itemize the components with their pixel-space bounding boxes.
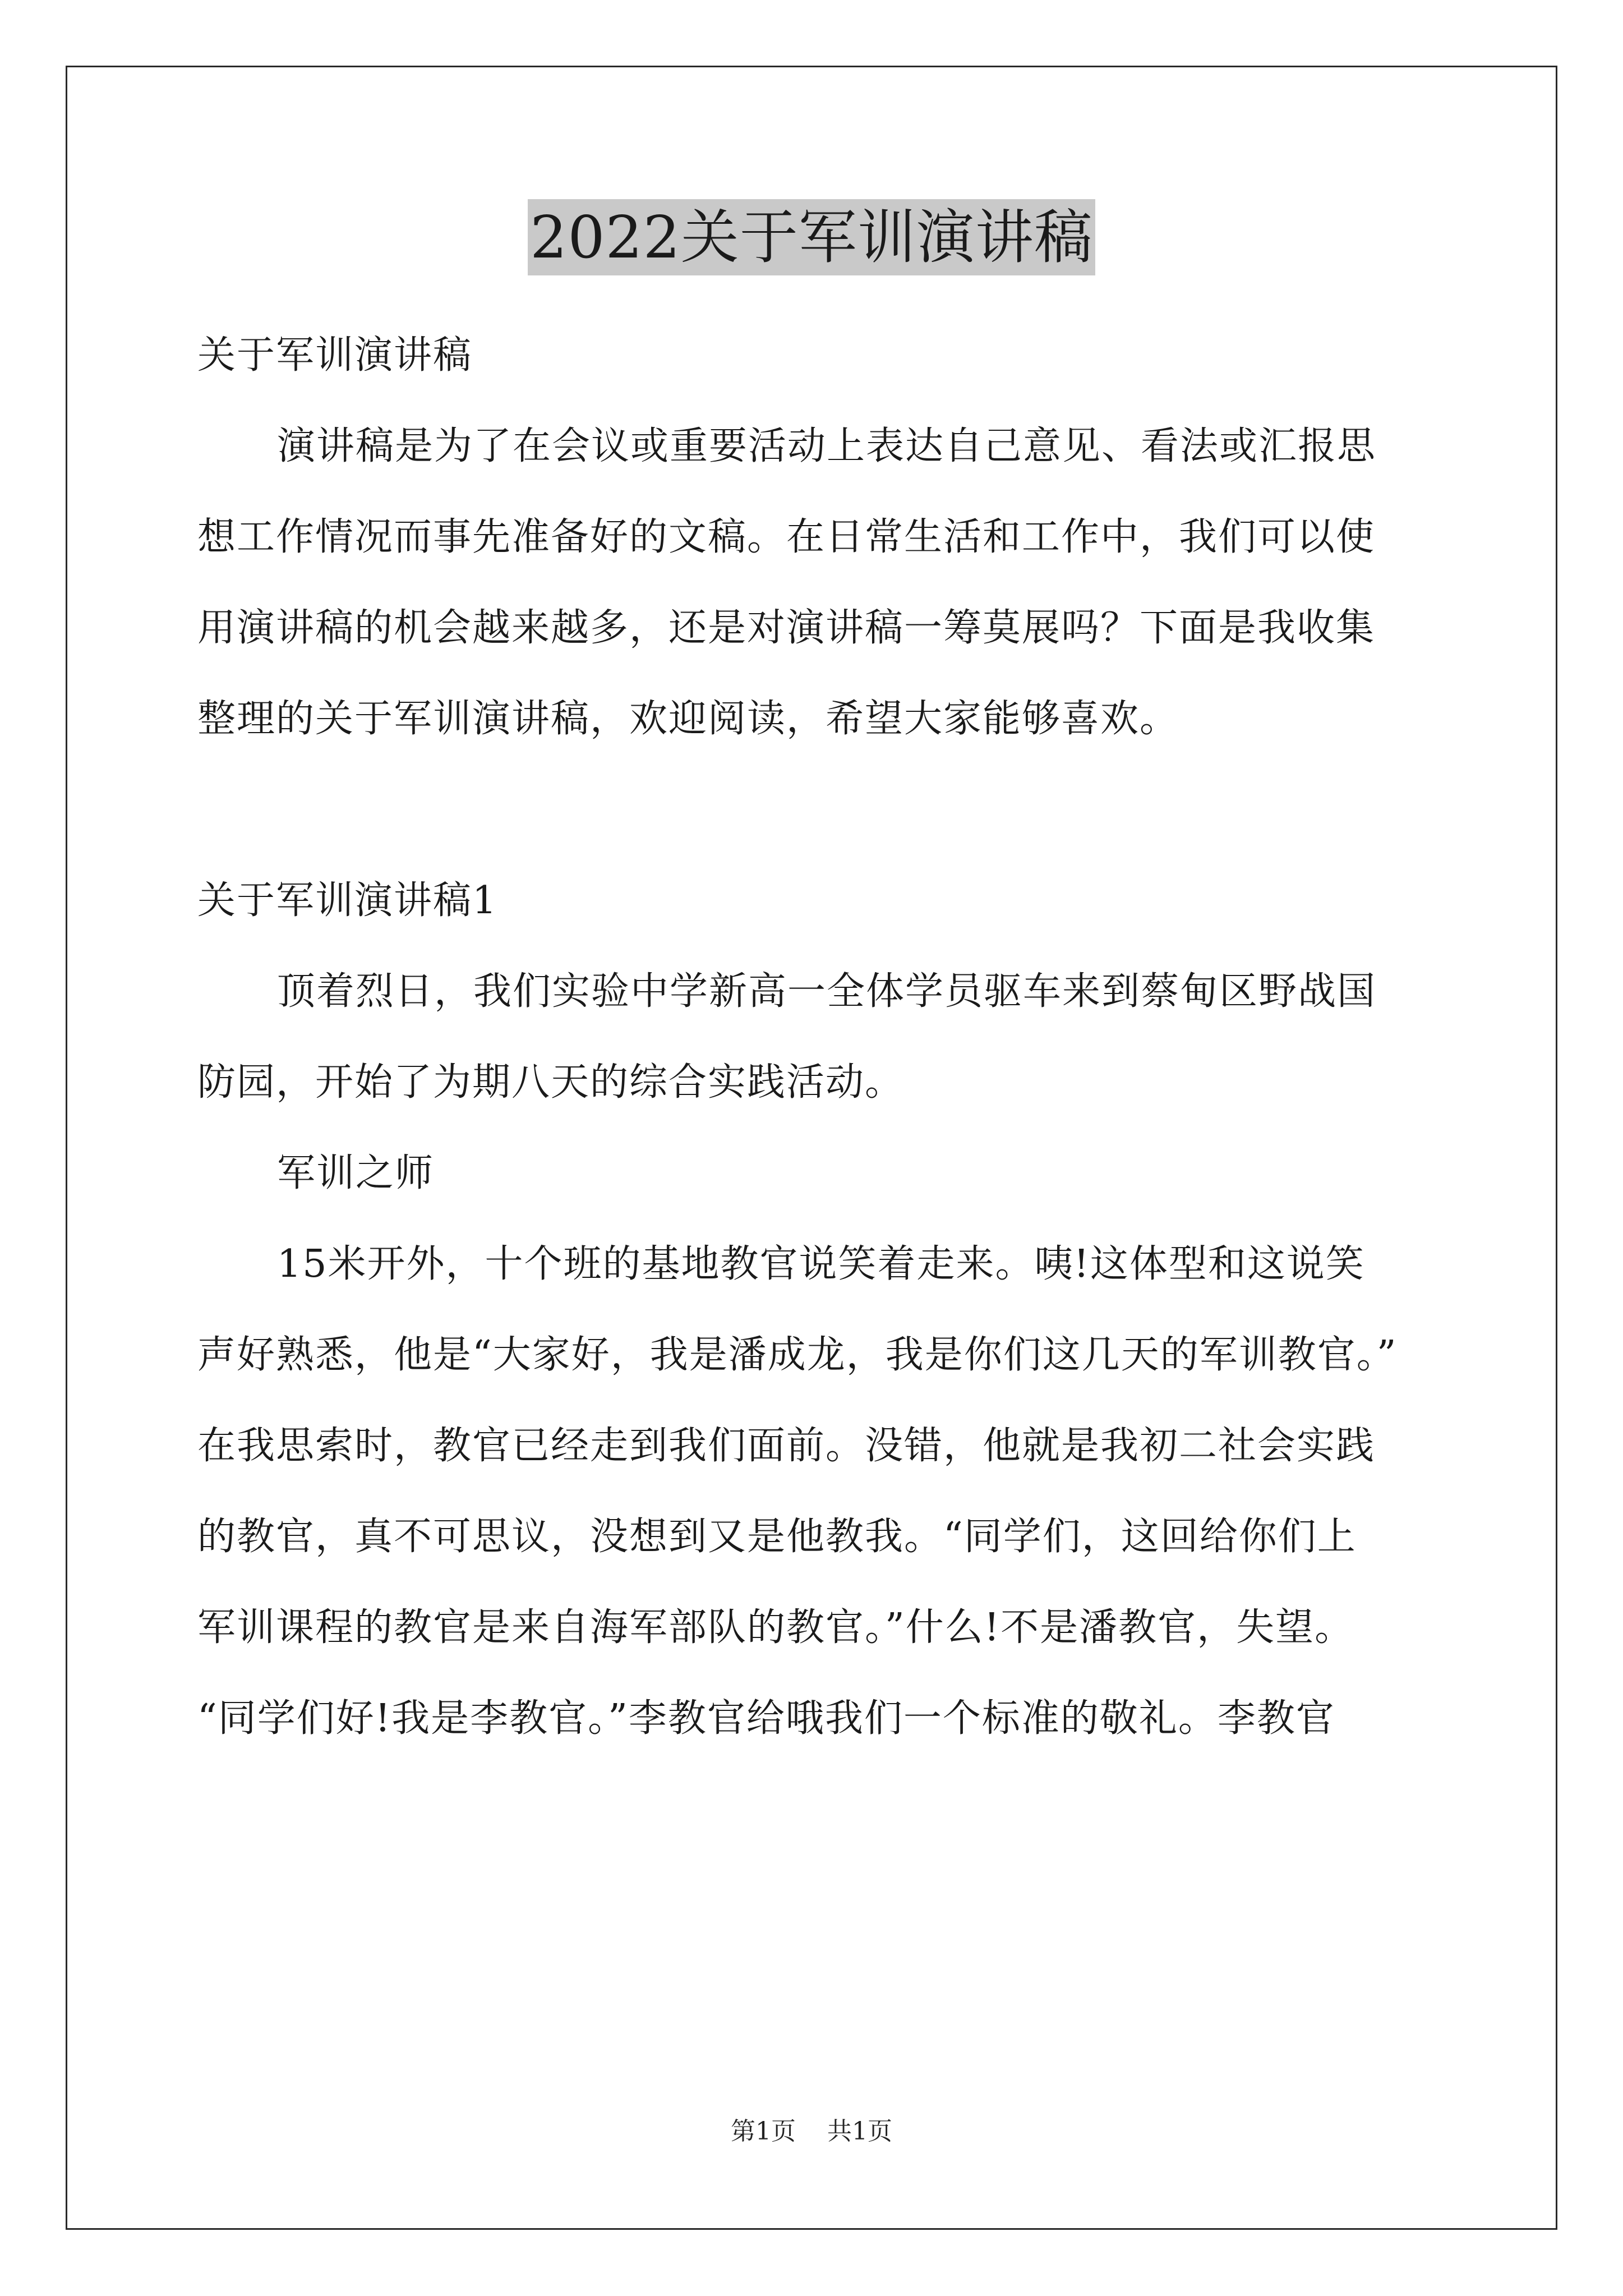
section-heading: 关于军训演讲稿: [197, 333, 473, 378]
paragraph-line: 想工作情况而事先准备好的文稿。在日常生活和工作中，我们可以使: [197, 515, 1376, 559]
section-heading: 关于军训演讲稿1: [197, 878, 498, 923]
paragraph-line: 15米开外，十个班的基地教官说笑着走来。咦!这体型和这说笑: [277, 1242, 1365, 1286]
title-container: [0, 199, 1623, 275]
page-number: 第1页: [731, 2117, 796, 2146]
page-footer: [0, 2115, 1623, 2148]
paragraph-line: 整理的关于军训演讲稿，欢迎阅读，希望大家能够喜欢。: [197, 697, 1179, 741]
paragraph-line: “同学们好!我是李教官。”李教官给哦我们一个标准的敬礼。李教官: [197, 1696, 1335, 1741]
paragraph-line: 在我思索时，教官已经走到我们面前。没错，他就是我初二社会实践: [197, 1424, 1376, 1468]
document-title: 2022关于军训演讲稿: [528, 199, 1095, 275]
paragraph-line: 声好熟悉，他是“大家好，我是潘成龙，我是你们这几天的军训教官。”: [197, 1333, 1398, 1377]
paragraph-line: 演讲稿是为了在会议或重要活动上表达自己意见、看法或汇报思: [277, 424, 1377, 468]
paragraph-line: 顶着烈日，我们实验中学新高一全体学员驱车来到蔡甸区野战国: [277, 969, 1377, 1014]
document-body: [197, 335, 1459, 1739]
paragraph-line: 防园，开始了为期八天的综合实践活动。: [197, 1060, 905, 1105]
paragraph-line: 军训课程的教官是来自海军部队的教官。”什么!不是潘教官，失望。: [197, 1605, 1354, 1650]
paragraph-line: 军训之师: [277, 1151, 435, 1195]
paragraph-line: 用演讲稿的机会越来越多，还是对演讲稿一筹莫展吗？下面是我收集: [197, 606, 1376, 650]
paragraph-line: 的教官，真不可思议，没想到又是他教我。“同学们，这回给你们上: [197, 1515, 1357, 1559]
page-total: 共1页: [827, 2117, 892, 2146]
